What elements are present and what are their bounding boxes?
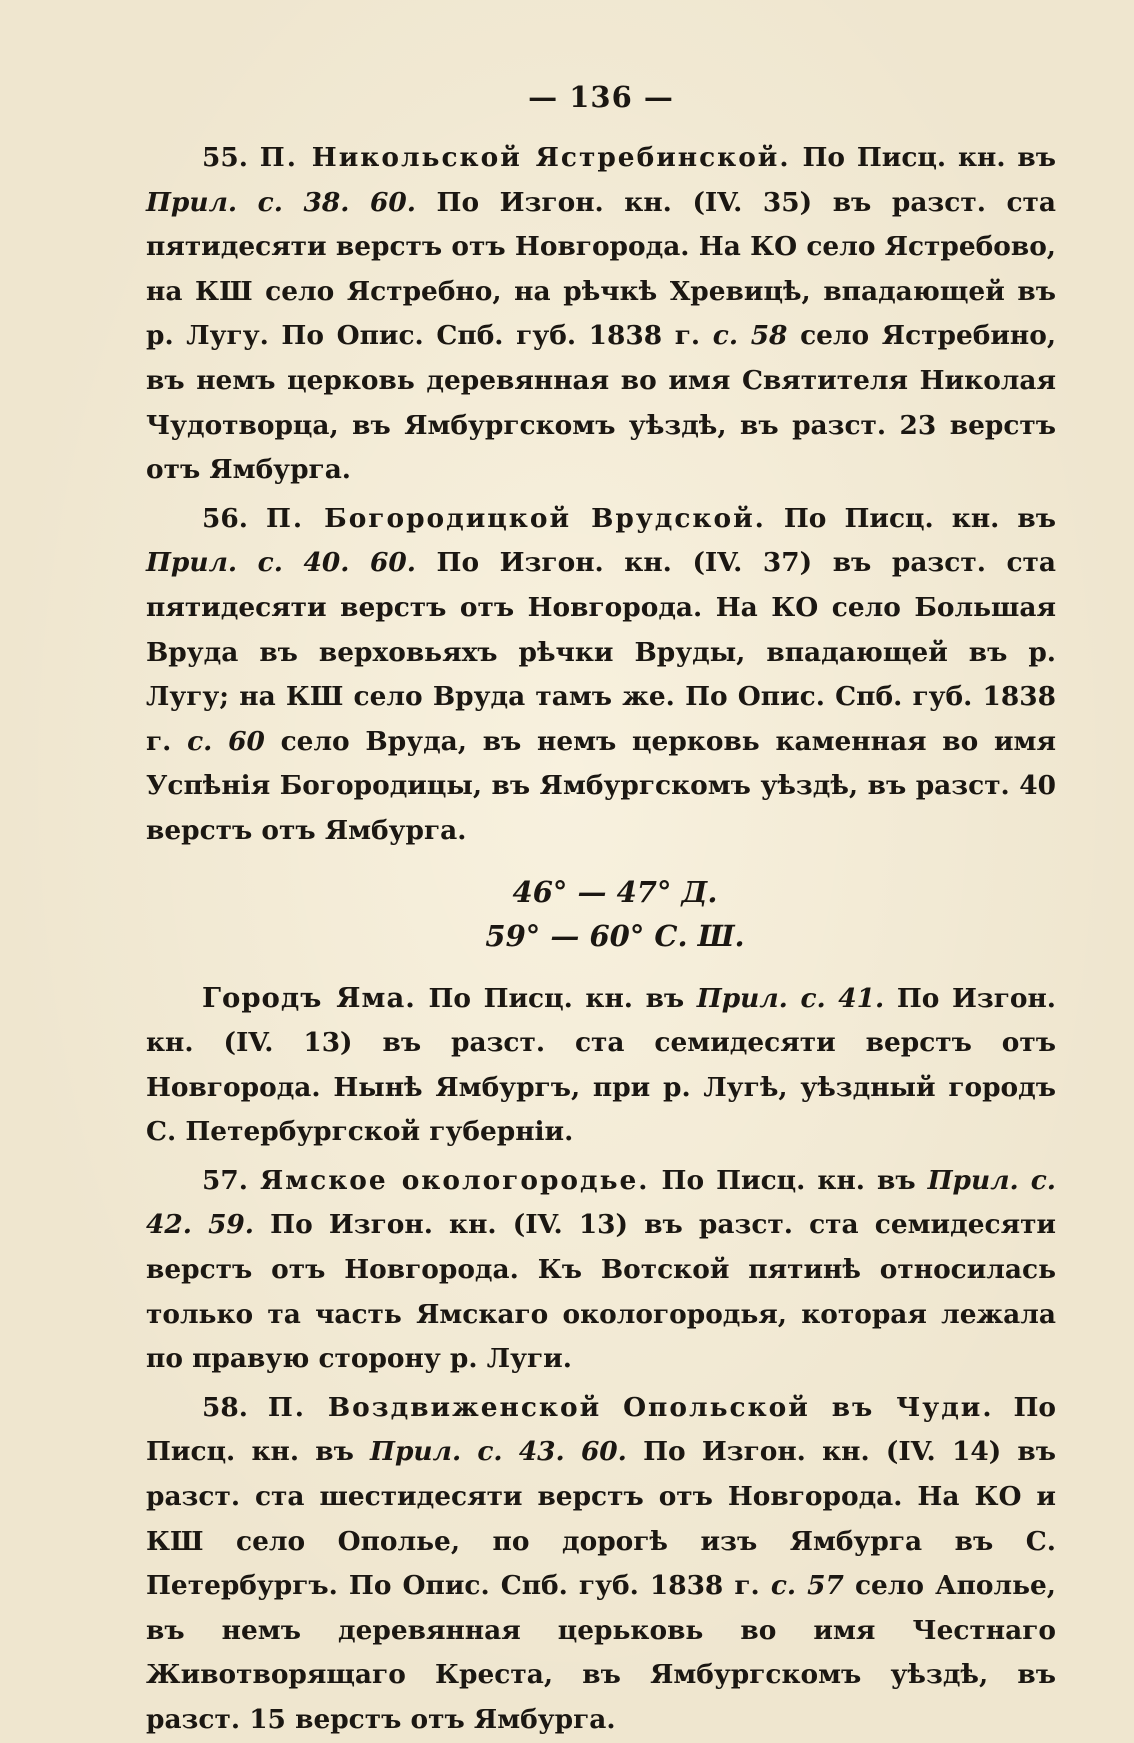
entry-55-text-3: село Ястребино, въ немъ церковь деревянная во имя Святителя Николая Чудотворца, въ Ямбургскомъ уѣздѣ, въ разст. 23 верстъ отъ Ямбурга. — [146, 320, 1057, 486]
coordinates-block — [174, 870, 1056, 958]
entry-57-text-1: По Писц. кн. въ — [649, 1164, 928, 1196]
entry-55 — [146, 136, 1056, 493]
entry-56-number: 56. — [202, 502, 266, 534]
entry-55-text-1: По Писц. кн. въ — [790, 142, 1056, 173]
entry-58-text-3: село Аполье, въ немъ деревянная церьковь во имя Честнаго Животворящаго Креста, въ Ямбургскомъ уѣздѣ, въ разст. 15 верстъ отъ Ямбурга. — [146, 1570, 1056, 1735]
city-entry — [146, 976, 1056, 1155]
city-text-2: По Изгон. кн. (IV. 13) въ разст. ста семидесяти верстъ отъ Новгорода. Нынѣ Ямбургъ, при р. Лугѣ, уѣздный городъ С. Петербургской губерніи. — [146, 982, 1056, 1148]
entry-57-reference-1: Прил. с. 42. 59. — [146, 1164, 1056, 1241]
longitude-range: 46° — 47° Д. — [512, 874, 718, 909]
entry-56-text-2: По Изгон. кн. (IV. 37) въ разст. ста пятидесяти верстъ отъ Новгорода. На КО село Большая Вруда въ верховьяхъ рѣчки Вруды, впадающей въ р. Лугу; на КШ село Вруда тамъ же. По Опис. Спб. губ. 1838 г. — [146, 547, 1056, 757]
entry-55-reference-1: Прил. с. 38. 60. — [146, 186, 416, 218]
entry-57-text-2: По Изгон. кн. (IV. 13) въ разст. ста семидесяти верстъ отъ Новгорода. Къ Вотской пятинѣ относилась только та часть Ямскаго окологородья, которая лежала по правую сторону р. Луги. — [146, 1209, 1057, 1375]
entry-58-number: 58. — [202, 1391, 268, 1423]
entry-57-heading: Ямское окологородье. — [259, 1164, 650, 1196]
entry-55-text-2: По Изгон. кн. (IV. 35) въ разст. ста пятидесяти верстъ отъ Новгорода. На КО село Ястребово, на КШ село Ястребно, на рѣчкѣ Хревицѣ, впадающей въ р. Лугу. По Опис. Спб. губ. 1838 г. — [146, 186, 1056, 352]
entry-58-reference-1: Прил. с. 43. 60. — [370, 1436, 627, 1468]
entry-55-reference-2: с. 58 — [712, 320, 788, 352]
entry-56-heading: П. Богородицкой Врудской. — [265, 502, 766, 534]
page-number: — 136 — — [528, 80, 674, 114]
entry-58 — [146, 1386, 1056, 1743]
latitude-range: 59° — 60° С. Ш. — [485, 918, 745, 953]
city-text-1: По Писц. кн. въ — [415, 982, 697, 1014]
entry-55-heading: П. Никольской Ястребинской. — [259, 142, 791, 173]
entry-56-text-3: село Вруда, въ немъ церковь каменная во имя Успѣнія Богородицы, въ Ямбургскомъ уѣздѣ, въ разст. 40 верстъ отъ Ямбурга. — [146, 725, 1056, 846]
entry-56-reference-2: с. 60 — [187, 725, 265, 757]
city-reference-1: Прил. с. 41. — [696, 982, 885, 1014]
entry-56 — [146, 497, 1056, 854]
entry-58-text-2: По Изгон. кн. (IV. 14) въ разст. ста шестидесяти верстъ отъ Новгорода. На КО и КШ село Ополье, по дорогѣ изъ Ямбурга въ С. Петербургъ. По Опис. Спб. губ. 1838 г. — [146, 1436, 1056, 1602]
entry-58-text-1: По Писц. кн. въ — [146, 1391, 1056, 1468]
entry-58-reference-2: с. 57 — [770, 1570, 844, 1602]
entry-56-text-1: По Писц. кн. въ — [765, 502, 1056, 534]
entry-58-heading: П. Воздвиженской Опольской въ Чуди. — [267, 1391, 994, 1423]
entry-55-number: 55. — [202, 142, 260, 173]
entry-57-number: 57. — [202, 1164, 260, 1196]
entry-57 — [146, 1159, 1056, 1382]
entry-56-reference-1: Прил. с. 40. 60. — [146, 547, 416, 579]
city-heading: Городъ Яма. — [202, 981, 416, 1014]
